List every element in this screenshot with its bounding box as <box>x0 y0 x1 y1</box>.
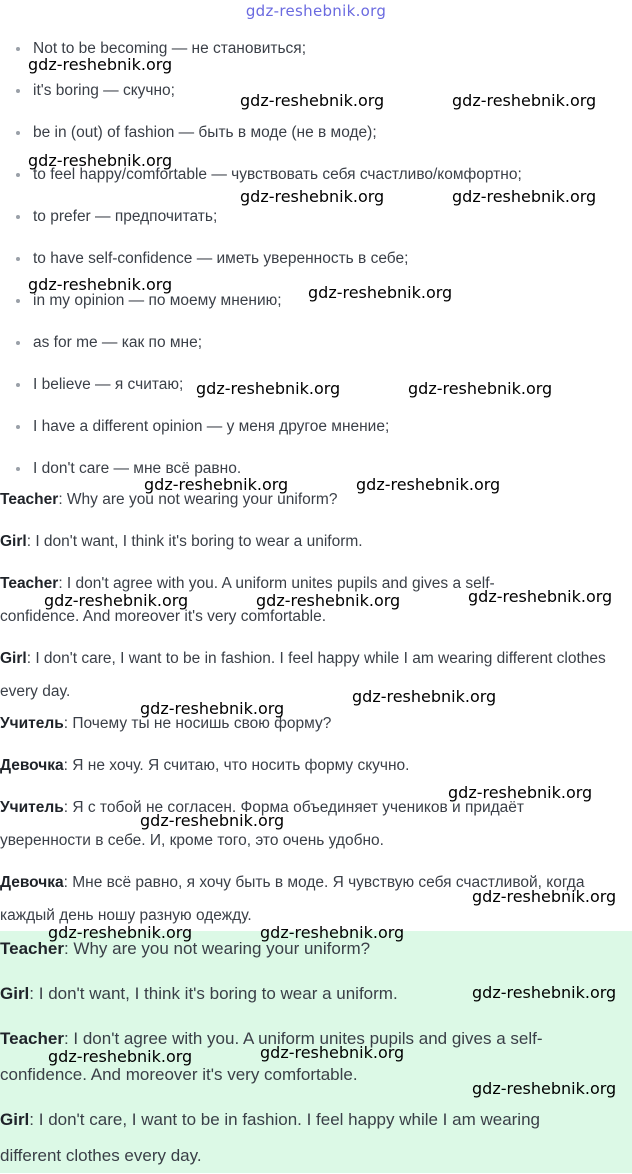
vocab-term: to feel happy/comfortable — чувствовать себя счастливо/комфортно; <box>33 166 522 183</box>
watermark: gdz-reshebnik.org <box>356 475 501 494</box>
watermark: gdz-reshebnik.org <box>140 811 285 830</box>
bullet-icon <box>16 383 20 387</box>
watermark: gdz-reshebnik.org <box>260 923 405 942</box>
vocab-term: in my opinion — по моему мнению; <box>33 292 282 309</box>
vocab-term: it's boring — скучно; <box>33 82 175 99</box>
speaker-name: Учитель <box>0 715 64 732</box>
watermark: gdz-reshebnik.org <box>240 187 385 206</box>
vocab-term: be in (out) of fashion — быть в моде (не в моде); <box>33 124 377 141</box>
bullet-icon <box>16 131 20 135</box>
dialogue-line <box>0 642 630 708</box>
watermark: gdz-reshebnik.org <box>44 591 189 610</box>
bullet-icon <box>16 47 20 51</box>
bullet-icon <box>16 257 20 261</box>
vocab-term: Not to be becoming — не становиться; <box>33 40 307 57</box>
bullet-icon <box>16 89 20 93</box>
watermark: gdz-reshebnik.org <box>408 379 553 398</box>
speaker-name: Girl <box>0 984 30 1003</box>
watermark: gdz-reshebnik.org <box>28 55 173 74</box>
line-text: : Я с тобой не согласен. Форма объединяет учеников и придаёт уверенности в себе. И, кроме того, это очень удобно. <box>0 799 525 849</box>
vocab-term: I have a different opinion — у меня другое мнение; <box>33 418 390 435</box>
speaker-name: Учитель <box>0 799 64 816</box>
line-text: : I don't care, I want to be in fashion. I feel happy while I am wearing different clothes every day. <box>0 650 606 700</box>
watermark: gdz-reshebnik.org <box>472 1079 617 1098</box>
speaker-name: Teacher <box>0 1029 64 1048</box>
watermark: gdz-reshebnik.org <box>260 1043 405 1062</box>
site-header[interactable]: gdz-reshebnik.org <box>245 2 387 20</box>
line-text: : Мне всё равно, я хочу быть в моде. Я чувствую себя счастливой, когда каждый день ношу разную одежду. <box>0 874 585 924</box>
bullet-icon <box>16 425 20 429</box>
watermark: gdz-reshebnik.org <box>28 151 173 170</box>
vocab-term: I don't care — мне всё равно. <box>33 460 242 477</box>
vocab-term: as for me — как по мне; <box>33 334 203 351</box>
speaker-name: Girl <box>0 650 27 667</box>
watermark: gdz-reshebnik.org <box>468 587 613 606</box>
bullet-icon <box>16 341 20 345</box>
line-text: : Почему ты не носишь свою форму? <box>63 715 332 732</box>
line-text: : I don't agree with you. A uniform unites pupils and gives a self-confidence. And moreover it's very comfortable. <box>0 1029 543 1084</box>
watermark: gdz-reshebnik.org <box>140 699 285 718</box>
watermark: gdz-reshebnik.org <box>472 887 617 906</box>
speaker-name: Teacher <box>0 491 59 508</box>
dialogue-line <box>0 525 630 558</box>
watermark: gdz-reshebnik.org <box>472 983 617 1002</box>
watermark: gdz-reshebnik.org <box>452 91 597 110</box>
watermark: gdz-reshebnik.org <box>144 475 289 494</box>
line-text: : I don't want, I think it's boring to wear a uniform. <box>26 533 363 550</box>
dialogue-line <box>0 749 630 782</box>
line-text: : Я не хочу. Я считаю, что носить форму скучно. <box>63 757 410 774</box>
watermark: gdz-reshebnik.org <box>196 379 341 398</box>
speaker-name: Girl <box>0 1110 30 1129</box>
vocab-term: to have self-confidence — иметь уверенность в себе; <box>33 250 409 267</box>
watermark: gdz-reshebnik.org <box>48 923 193 942</box>
speaker-name: Teacher <box>0 575 59 592</box>
vocab-term: I believe — я считаю; <box>33 376 184 393</box>
line-text: : Why are you not wearing your uniform? <box>63 939 371 958</box>
watermark: gdz-reshebnik.org <box>452 187 597 206</box>
watermark: gdz-reshebnik.org <box>48 1047 193 1066</box>
dialogue-line <box>0 1102 600 1174</box>
speaker-name: Teacher <box>0 939 64 958</box>
watermark: gdz-reshebnik.org <box>28 275 173 294</box>
line-text: : I don't care, I want to be in fashion. I feel happy while I am wearing different clothes every day. <box>0 1110 540 1165</box>
watermark: gdz-reshebnik.org <box>240 91 385 110</box>
vocab-term: to prefer — предпочитать; <box>33 208 218 225</box>
watermark: gdz-reshebnik.org <box>256 591 401 610</box>
dialogue-line <box>0 707 630 740</box>
watermark: gdz-reshebnik.org <box>308 283 453 302</box>
watermark: gdz-reshebnik.org <box>448 783 593 802</box>
speaker-name: Девочка <box>0 874 64 891</box>
bullet-icon <box>16 215 20 219</box>
speaker-name: Girl <box>0 533 27 550</box>
bullet-icon <box>16 299 20 303</box>
dialogue-line <box>0 483 630 516</box>
line-text: : Why are you not wearing your uniform? <box>58 491 338 508</box>
bullet-icon <box>16 173 20 177</box>
line-text: : I don't want, I think it's boring to wear a uniform. <box>29 984 398 1003</box>
speaker-name: Девочка <box>0 757 64 774</box>
bullet-icon <box>16 467 20 471</box>
line-text: : I don't agree with you. A uniform unites pupils and gives a self-confidence. And moreover it's very comfortable. <box>0 575 495 625</box>
watermark: gdz-reshebnik.org <box>352 687 497 706</box>
